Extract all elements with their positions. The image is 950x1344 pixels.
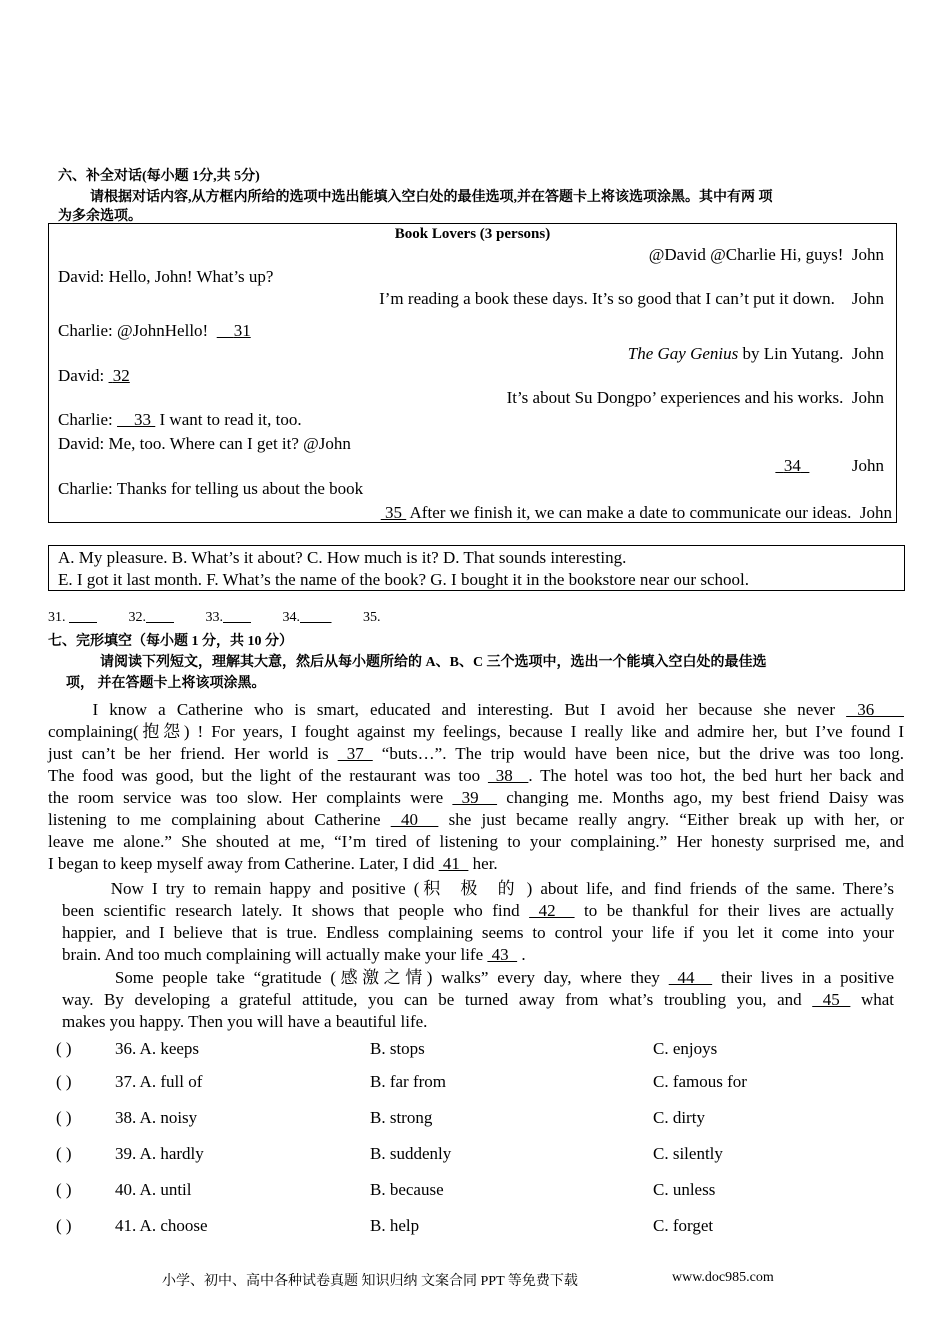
passage-blank[interactable]: 38 [487, 766, 529, 785]
option-a[interactable]: 38. A. noisy [115, 1108, 198, 1127]
option-a[interactable]: 40. A. until [115, 1180, 192, 1199]
passage-text: their lives in a positive [712, 968, 895, 987]
passage-text: happier, and I believe that is true. Endless complaining seems to control your life if you let it come into your [62, 923, 894, 942]
dialogue-line-6: David: 32 [58, 366, 130, 385]
passage-blank[interactable]: 40 [390, 810, 439, 829]
dialogue-line-2: David: Hello, John! What’s up? [58, 267, 274, 286]
passage-blank[interactable]: 39 [452, 788, 498, 807]
passage-blank[interactable]: 42 [529, 901, 575, 920]
passage-text: leave me alone.” She shouted at me, “I’m tired of listening to your complaining.” Her honesty surprised me, and [48, 832, 904, 851]
section6-instruction-line1: 请根据对话内容,从方框内所给的选项中选出能填入空白处的最佳选项,并在答题卡上将该选项涂黑。其中有两 项 [90, 190, 773, 205]
section7-instruction-line1: 请阅读下列短文，理解其大意，然后从每小题所给的 A、B、C 三个选项中，选出一个能填入空白处的最佳选 [100, 655, 767, 670]
option-c[interactable]: C. forget [653, 1216, 714, 1235]
passage-text: makes you happy. Then you will have a beautiful life. [62, 1012, 428, 1031]
passage-line [48, 853, 904, 875]
dialogue-header: Book Lovers (3 persons) [394, 226, 551, 242]
passage-blank[interactable]: 45 [812, 990, 851, 1009]
passage-text: been scientific research lately. It shows that people who find [62, 901, 530, 920]
footer-url[interactable]: www.doc985.com [672, 1270, 774, 1285]
footer-text: 小学、初中、高中各种试卷真题 知识归纳 文案合同 PPT 等免费下载 [162, 1274, 578, 1289]
passage-line [62, 989, 894, 1011]
passage-line [62, 967, 894, 989]
dialogue-line-10: 34 John [775, 456, 884, 476]
passage-line [62, 944, 894, 966]
dialogue-line-12: 35 After we finish it, we can make a date to communicate our ideas. John [381, 503, 892, 523]
dialogue-line-3: I’m reading a book these days. It’s so good that I can’t put it down. John [379, 289, 884, 308]
passage-text: listening to me complaining about Catherine [48, 810, 391, 829]
passage-text: the room service was too slow. Her complaints were [48, 788, 453, 807]
option-c[interactable]: C. unless [653, 1180, 716, 1199]
dialogue-line-1: @David @Charlie Hi, guys! John [648, 245, 884, 264]
passage-line [48, 765, 904, 787]
answer-paren[interactable]: ( ) [56, 1180, 72, 1199]
blank-32[interactable]: 32 [112, 366, 130, 385]
section6-instruction-line2: 为多余选项。 [58, 209, 142, 224]
blank-33[interactable]: 33 [134, 410, 152, 429]
passage-paragraph-2 [62, 878, 894, 966]
answer-paren[interactable]: ( ) [56, 1072, 72, 1091]
section7-instruction-line2: 项， 并在答题卡上将该项涂黑。 [66, 676, 266, 691]
passage-text: “buts…”. The trip would have been nice, but the drive was too long. [372, 744, 905, 763]
passage-text: Some people take “gratitude (感激之情) walks” every day, where they [62, 968, 669, 987]
passage-line [48, 721, 904, 743]
option-a[interactable]: 41. A. choose [115, 1216, 208, 1235]
option-a[interactable]: 36. A. keeps [115, 1039, 200, 1058]
passage-line [48, 787, 904, 809]
option-b[interactable]: B. stops [370, 1039, 425, 1058]
passage-text: just can’t be her friend. Her world is [48, 744, 338, 763]
passage-line [62, 922, 894, 944]
passage-blank[interactable]: 44 [668, 968, 713, 987]
passage-text: she just became really angry. “Either break up with her, or [438, 810, 904, 829]
option-b[interactable]: B. suddenly [370, 1144, 452, 1163]
option-a[interactable]: 39. A. hardly [115, 1144, 204, 1163]
blank-31[interactable]: 31 [233, 321, 251, 340]
passage-text: . [517, 945, 526, 964]
answer-line: 31. 32. 33. 34. 35. [48, 610, 381, 625]
passage-text: brain. And too much complaining will actually make your life [62, 945, 488, 964]
option-b[interactable]: B. help [370, 1216, 420, 1235]
option-c[interactable]: C. famous for [653, 1072, 747, 1091]
answer-paren[interactable]: ( ) [56, 1144, 72, 1163]
answer-paren[interactable]: ( ) [56, 1039, 72, 1058]
passage-text: . The hotel was too hot, the bed hurt her back and [528, 766, 904, 785]
passage-line [48, 809, 904, 831]
option-c[interactable]: C. enjoys [653, 1039, 718, 1058]
dialogue-line-9: David: Me, too. Where can I get it? @John [58, 434, 351, 453]
passage-blank[interactable]: 43 [487, 945, 518, 964]
passage-text: Now I try to remain happy and positive (积 极 的 ) about life, and find friends of the same. There’s [62, 879, 894, 898]
dialogue-line-5: The Gay Genius by Lin Yutang. John [627, 344, 884, 363]
passage-blank[interactable]: 36 [846, 700, 904, 719]
section7-title: 七、完形填空（每小题 1 分，共 10 分） [48, 634, 293, 649]
option-b[interactable]: B. far from [370, 1072, 447, 1091]
passage-line [48, 831, 904, 853]
passage-line [48, 699, 904, 721]
options-row-1: A. My pleasure. B. What’s it about? C. How much is it? D. That sounds interesting. [58, 548, 627, 567]
option-c[interactable]: C. dirty [653, 1108, 705, 1127]
section6-title: 六、补全对话(每小题 1分,共 5分) [58, 169, 260, 184]
dialogue-line-4: Charlie: @JohnHello! 31 [58, 321, 251, 340]
passage-text: changing me. Months ago, my best friend Daisy was [497, 788, 904, 807]
passage-line [62, 1011, 894, 1033]
passage-text: to be thankful for their lives are actually [574, 901, 895, 920]
option-b[interactable]: B. strong [370, 1108, 433, 1127]
passage-text: complaining(抱怨) ! For years, I fought against my feelings, because I really like and admire her, but I’ve found I [48, 722, 904, 741]
answer-paren[interactable]: ( ) [56, 1216, 72, 1235]
passage-text: way. By developing a grateful attitude, you can be turned away from what’s troubling you, and [62, 990, 813, 1009]
passage-text: what [850, 990, 894, 1009]
blank-34[interactable]: 34 [783, 456, 801, 475]
passage-text: The food was good, but the light of the restaurant was too [48, 766, 488, 785]
passage-text: her. [468, 854, 498, 873]
option-b[interactable]: B. because [370, 1180, 444, 1199]
blank-35[interactable]: 35 [384, 503, 402, 522]
passage-line [48, 743, 904, 765]
passage-blank[interactable]: 37 [337, 744, 373, 763]
passage-line [62, 878, 894, 900]
option-a[interactable]: 37. A. full of [115, 1072, 203, 1091]
passage-text: I know a Catherine who is smart, educated and interesting. But I avoid her because she never [48, 700, 847, 719]
passage-blank[interactable]: 41 [438, 854, 469, 873]
options-row-2: E. I got it last month. F. What’s the name of the book? G. I bought it in the bookstore near our school. [58, 570, 749, 589]
dialogue-line-7: It’s about Su Dongpo’ experiences and his works. John [506, 388, 884, 407]
passage-paragraph-3 [62, 967, 894, 1033]
passage-paragraph-1 [48, 699, 904, 875]
passage-text: I began to keep myself away from Catherine. Later, I did [48, 854, 439, 873]
option-c[interactable]: C. silently [653, 1144, 723, 1163]
passage-line [62, 900, 894, 922]
answer-paren[interactable]: ( ) [56, 1108, 72, 1127]
dialogue-line-11: Charlie: Thanks for telling us about the book [58, 479, 364, 498]
dialogue-line-8: Charlie: 33 I want to read it, too. [58, 410, 302, 429]
